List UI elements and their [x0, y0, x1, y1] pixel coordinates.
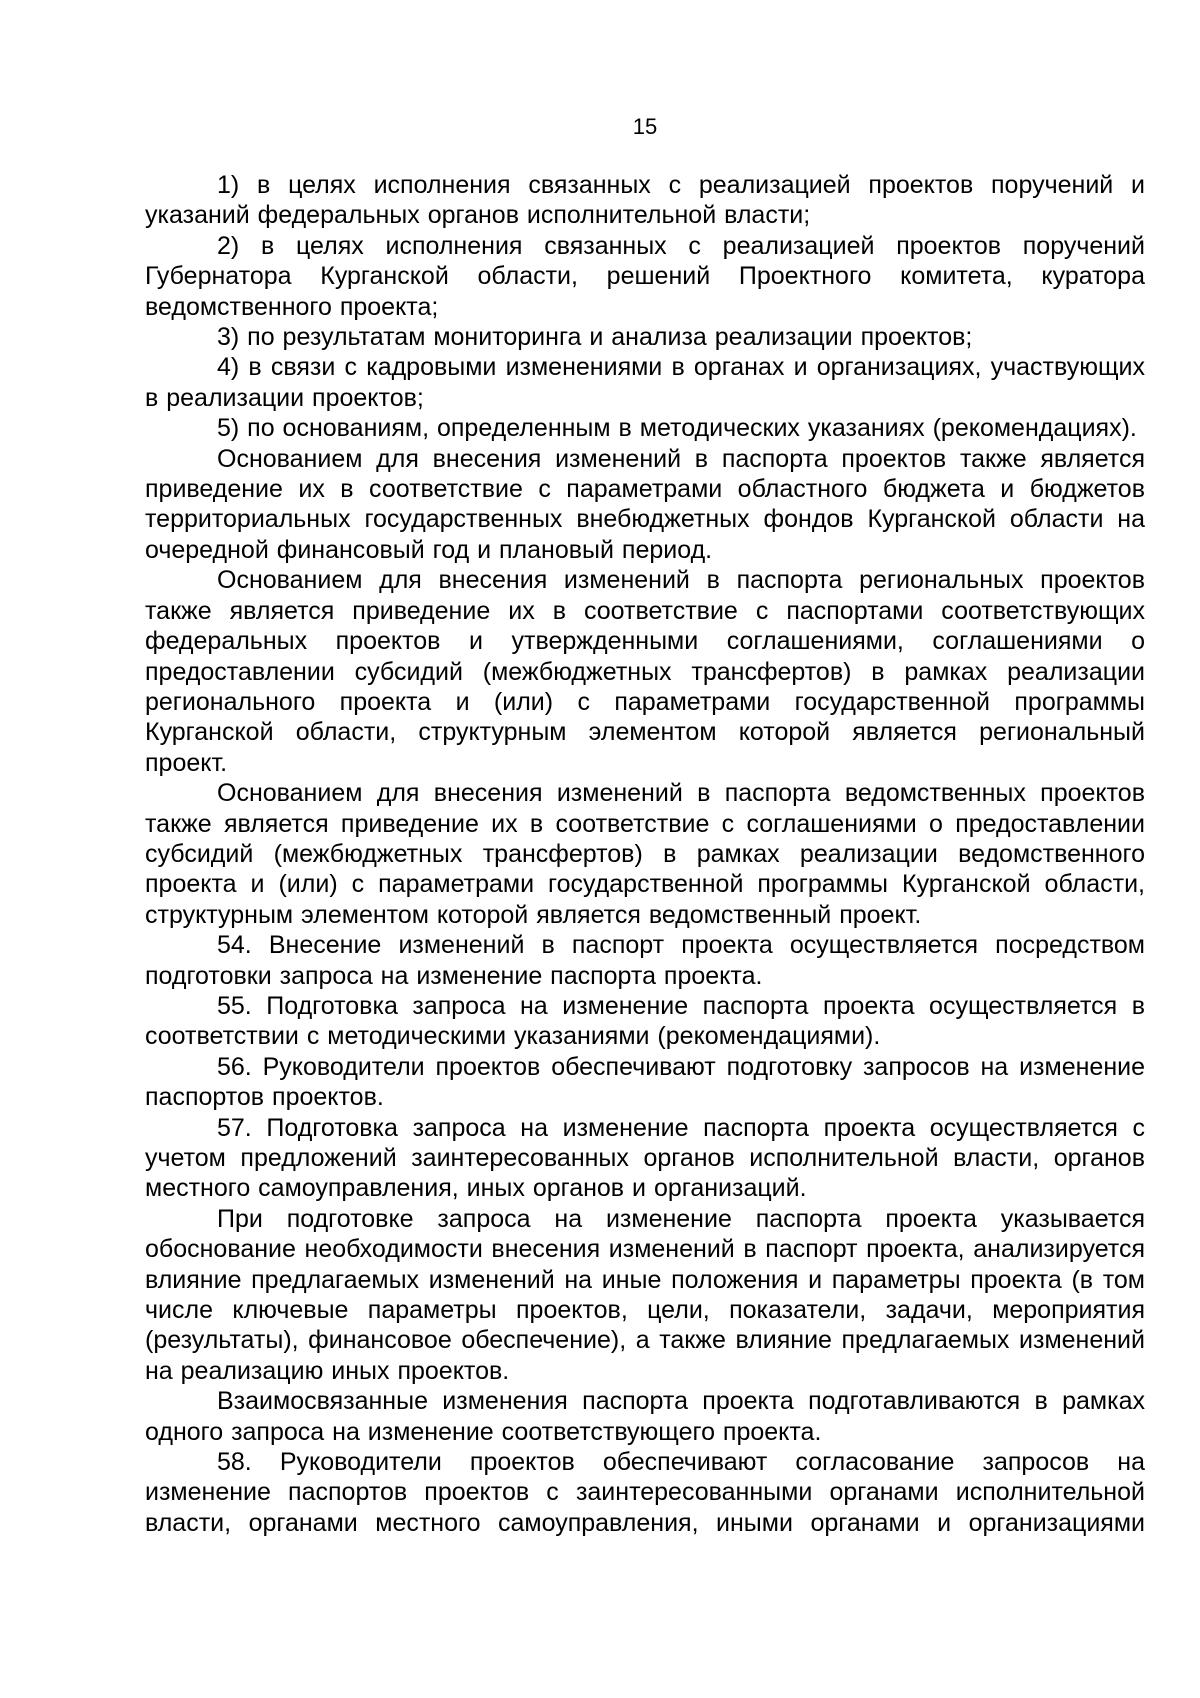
list-item-2: 2) в целях исполнения связанных с реализацией проектов поручений Губернатора Курганской области, решений Проектного комитета, куратора ведомственного проекта;: [145, 231, 1145, 321]
paragraph-request-justification: При подготовке запроса на изменение паспорта проекта указывается обоснование необходимости внесения изменений в паспорт проекта, анализируется влияние предлагаемых изменений на иные положения и параметры проекта (в том числе ключевые параметры проектов, цели, показатели, задачи, мероприятия (результаты), финансовое обеспечение), а также влияние предлагаемых изменений на реализацию иных проектов.: [145, 1204, 1145, 1385]
paragraph-budget-basis: Основанием для внесения изменений в паспорта проектов также является приведение их в соответствие с параметрами областного бюджета и бюджетов территориальных государственных внебюджетных фондов Курганской области на очередной финансовый год и плановый период.: [145, 444, 1145, 564]
paragraph-regional-projects: Основанием для внесения изменений в паспорта региональных проектов также является приведение их в соответствие с паспортами соответствующих федеральных проектов и утвержденными соглашениями, соглашениями о предоставлении субсидий (межбюджетных трансфертов) в рамках реализации регионального проекта и (или) с параметрами государственной программы Курганской области, структурным элементом которой является региональный проект.: [145, 566, 1145, 777]
clause-56: 56. Руководители проектов обеспечивают подготовку запросов на изменение паспортов проектов.: [145, 1052, 1145, 1112]
clause-58: 58. Руководители проектов обеспечивают согласование запросов на изменение паспортов проектов с заинтересованными органами исполнительной власти, органами местного самоуправления, иными органами и организациями: [145, 1448, 1145, 1537]
paragraph-related-changes: Взаимосвязанные изменения паспорта проекта подготавливаются в рамках одного запроса на изменение соответствующего проекта.: [145, 1387, 1145, 1446]
list-item-3: 3) по результатам мониторинга и анализа реализации проектов;: [217, 323, 973, 352]
list-item-1: 1) в целях исполнения связанных с реализацией проектов поручений и указаний федеральных органов исполнительной власти;: [145, 171, 1145, 230]
paragraph-departmental-projects: Основанием для внесения изменений в паспорта ведомственных проектов также является приведение их в соответствие с соглашениями о предоставлении субсидий (межбюджетных трансфертов) в рамках реализации ведомственного проекта и (или) с параметрами государственной программы Курганской области, структурным элементом которой является ведомственный проект.: [145, 779, 1145, 929]
list-item-5: 5) по основаниям, определенным в методических указаниях (рекомендациях).: [217, 414, 1137, 443]
list-item-4: 4) в связи с кадровыми изменениями в органах и организациях, участвующих в реализации проектов;: [145, 353, 1145, 412]
clause-54: 54. Внесение изменений в паспорт проекта осуществляется посредством подготовки запроса на изменение паспорта проекта.: [145, 931, 1145, 990]
clause-55: 55. Подготовка запроса на изменение паспорта проекта осуществляется в соответствии с методическими указаниями (рекомендациями).: [145, 991, 1145, 1051]
document-body: [145, 170, 1145, 1538]
page-number: 15: [632, 114, 658, 139]
clause-57: 57. Подготовка запроса на изменение паспорта проекта осуществляется с учетом предложений заинтересованных органов исполнительной власти, органов местного самоуправления, иных органов и организаций.: [145, 1113, 1145, 1203]
